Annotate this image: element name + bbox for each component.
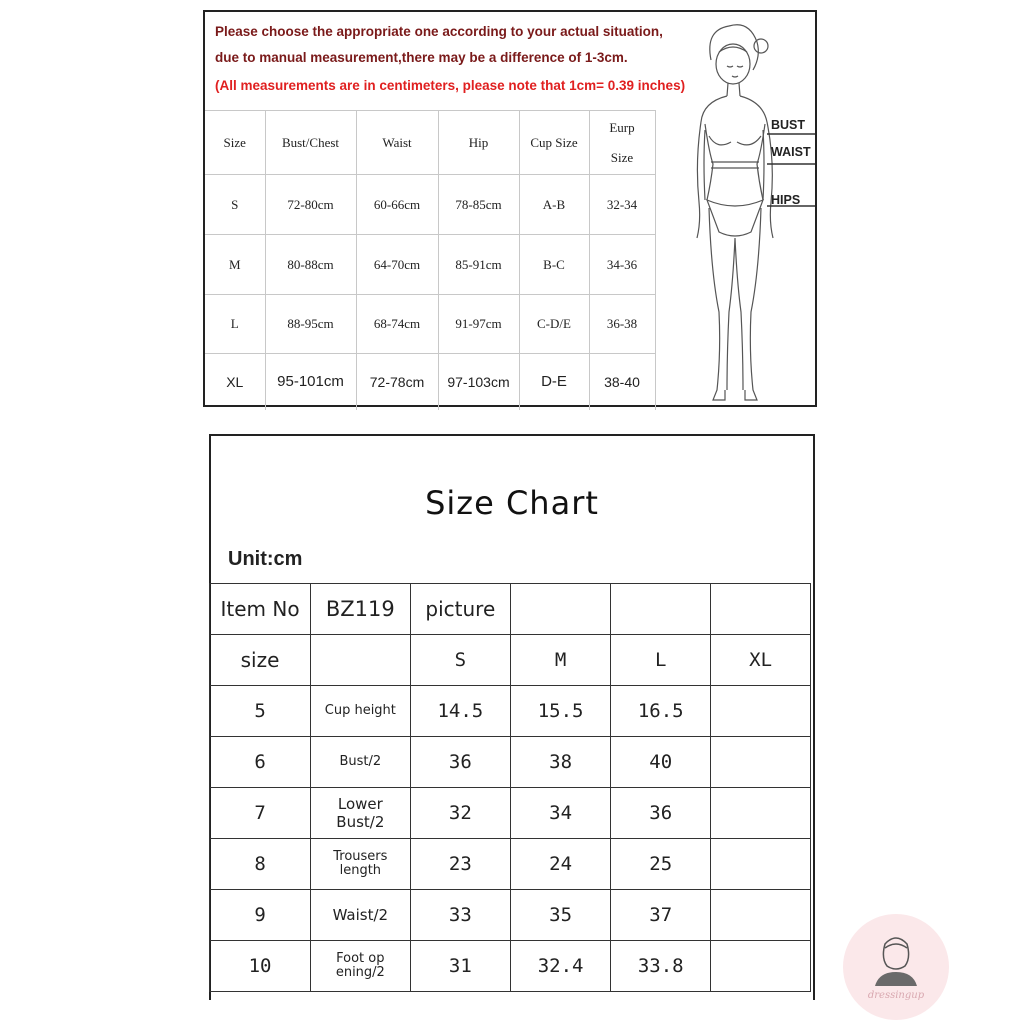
row-number: 6 [210,737,311,788]
table-cell: 40 [611,737,711,788]
size-l: L [611,635,711,686]
unit-label: Unit:cm [228,548,303,570]
chart-title: Size Chart [425,484,599,522]
table-cell: S [205,175,265,235]
table-cell: 72-80cm [265,175,356,235]
item-code: BZ119 [311,584,411,635]
size-guide-panel [203,10,817,407]
table-cell: 33.8 [611,941,711,992]
table-row [210,737,811,788]
table-cell: C-D/E [519,295,589,354]
table-cell: M [205,235,265,295]
watermark-text: dressingup [867,990,925,1001]
table-cell: 38 [511,737,611,788]
header-size: Size [205,111,265,175]
table-cell: 37 [611,890,711,941]
size-s: S [410,635,510,686]
table-cell: A-B [519,175,589,235]
label-bust: BUST [771,118,806,132]
header-waist: Waist [356,111,438,175]
table-cell: 72-78cm [356,354,438,410]
size-header-row [210,635,811,686]
table-cell: L [205,295,265,354]
row-name: Cup height [311,686,411,737]
row-name: Foot op ening/2 [311,941,411,992]
size-m: M [511,635,611,686]
notice-line-3: (All measurements are in centimeters, please note that 1cm= 0.39 inches) [215,78,686,93]
empty-cell [511,584,611,635]
table-cell: 64-70cm [356,235,438,295]
table-cell: 32.4 [511,941,611,992]
table-cell: 91-97cm [438,295,519,354]
table-row [205,295,655,354]
header-eurp [589,111,655,175]
header-cup: Cup Size [519,111,589,175]
table-row [210,788,811,839]
size-chart-panel [209,434,815,1000]
table-cell: 36 [611,788,711,839]
row-number: 5 [210,686,311,737]
table-cell: 38-40 [589,354,655,410]
table-cell: B-C [519,235,589,295]
avatar-icon [843,914,949,1020]
table-cell [711,737,811,788]
table-cell: 16.5 [611,686,711,737]
table-cell: 95-101cm [265,354,356,410]
item-row [210,584,811,635]
table-cell [711,839,811,890]
size-label: size [210,635,311,686]
row-name: Trousers length [311,839,411,890]
size-xl: XL [711,635,811,686]
table-row [205,235,655,295]
table-cell [711,788,811,839]
table-cell: 97-103cm [438,354,519,410]
row-name: Bust/2 [311,737,411,788]
body-figure-illustration [683,12,815,405]
table-cell: 35 [511,890,611,941]
table-cell: D-E [519,354,589,410]
table-row [210,686,811,737]
table-cell: XL [205,354,265,410]
table-cell: 36 [410,737,510,788]
table-cell: 68-74cm [356,295,438,354]
table-cell: 23 [410,839,510,890]
table-row [210,941,811,992]
header-eurp-line1: Eurp [609,119,635,135]
table-cell: 88-95cm [265,295,356,354]
empty-cell [311,635,411,686]
table-cell: 80-88cm [265,235,356,295]
row-number: 8 [210,839,311,890]
empty-cell [611,584,711,635]
table-cell: 31 [410,941,510,992]
table-cell: 34 [511,788,611,839]
table-cell [711,941,811,992]
table-cell: 34-36 [589,235,655,295]
row-name: Waist/2 [311,890,411,941]
table-cell: 14.5 [410,686,510,737]
table-cell: 32 [410,788,510,839]
table-row [210,890,811,941]
header-eurp-line2: Size [610,149,634,165]
table-cell: 24 [511,839,611,890]
table-cell: 36-38 [589,295,655,354]
header-hip: Hip [438,111,519,175]
table-cell: 85-91cm [438,235,519,295]
row-name: Lower Bust/2 [311,788,411,839]
table-cell: 78-85cm [438,175,519,235]
body-measurement-table [205,110,656,410]
empty-cell [711,584,811,635]
row-number: 9 [210,890,311,941]
table-cell: 15.5 [511,686,611,737]
picture-label: picture [410,584,510,635]
table-cell [711,686,811,737]
notice-line-1: Please choose the appropriate one according to your actual situation, [215,24,663,39]
header-bust: Bust/Chest [265,111,356,175]
table-cell: 33 [410,890,510,941]
label-hips: HIPS [771,193,801,207]
notice-line-2: due to manual measurement,there may be a difference of 1-3cm. [215,50,628,65]
table-row [210,839,811,890]
table-cell: 60-66cm [356,175,438,235]
row-number: 7 [210,788,311,839]
size-chart-table [209,583,811,992]
row-number: 10 [210,941,311,992]
table-row [205,175,655,235]
item-no-label: Item No [210,584,311,635]
table-header-row [205,111,655,175]
table-cell [711,890,811,941]
label-waist: WAIST [771,145,811,159]
table-cell: 25 [611,839,711,890]
watermark-logo [843,914,949,1020]
table-row [205,354,655,410]
table-cell: 32-34 [589,175,655,235]
